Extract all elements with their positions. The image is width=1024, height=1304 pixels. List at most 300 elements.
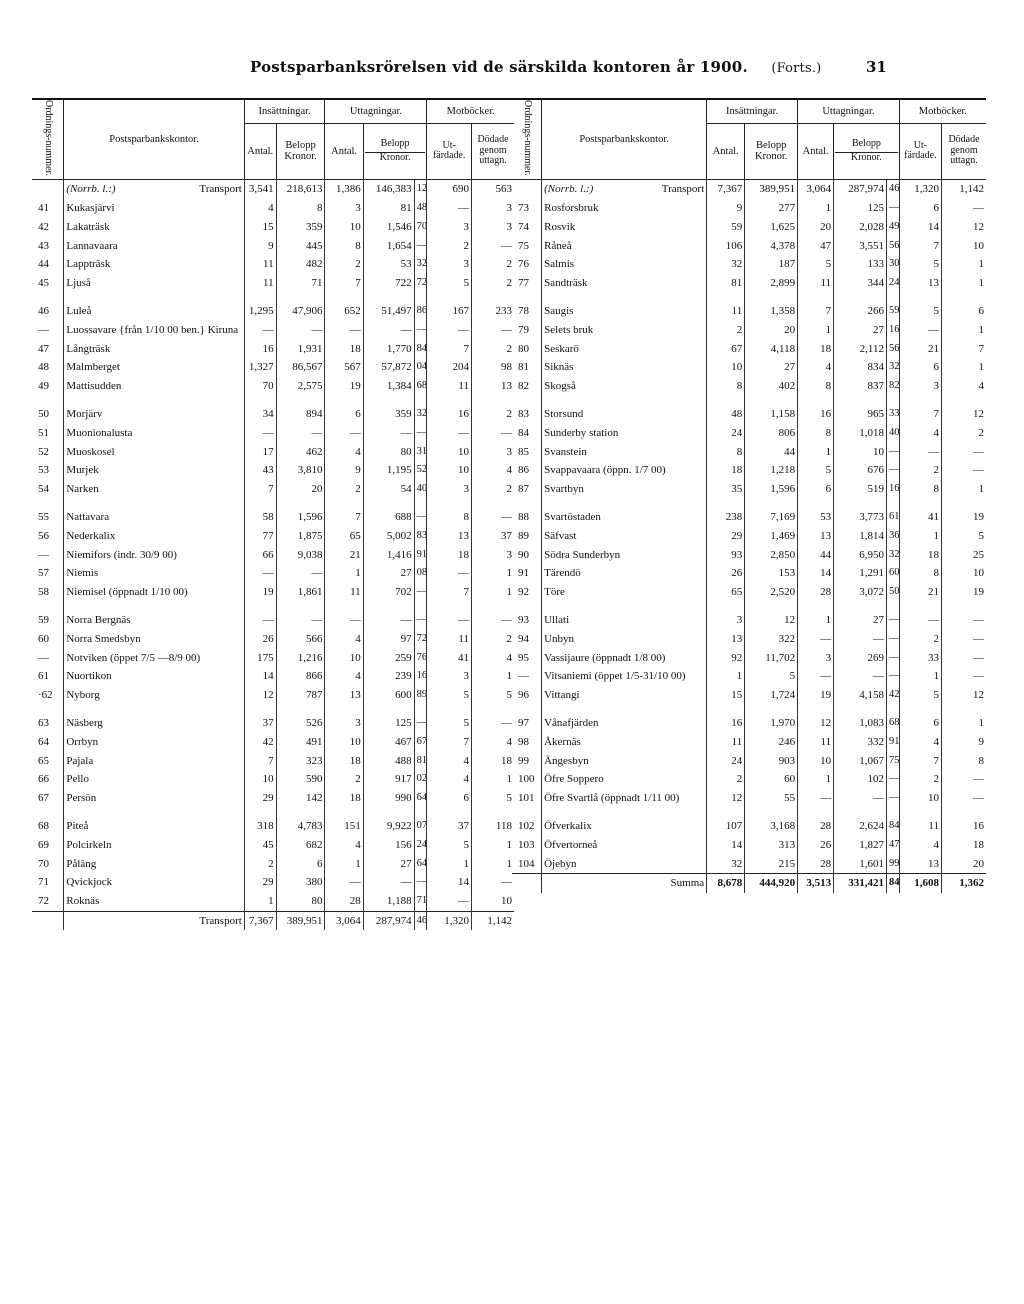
withdrawals-kronor: 1,291 — [834, 564, 887, 583]
table-row — [32, 583, 514, 602]
books-cancelled: 4 — [471, 732, 514, 751]
row-number: 88 — [518, 510, 529, 523]
office-name-text: Vittangi — [544, 689, 580, 702]
withdrawals-count: 1 — [798, 320, 834, 339]
group-spacer — [512, 602, 986, 611]
withdrawals-kronor: 3,551 — [834, 236, 887, 255]
withdrawals-count: 1 — [798, 199, 834, 218]
office-name — [64, 564, 244, 583]
withdrawals-ore: 67 — [414, 732, 427, 751]
books-issued: 14 — [899, 217, 941, 236]
table-row — [32, 648, 514, 667]
withdrawals-kronor: 2,624 — [834, 817, 887, 836]
row-number: 65 — [38, 754, 49, 767]
withdrawals-kronor: 54 — [363, 480, 414, 499]
table-row — [512, 611, 986, 630]
withdrawals-count: 3,064 — [798, 179, 834, 198]
page-number: 31 — [866, 58, 887, 76]
withdrawals-count: 1 — [325, 854, 363, 873]
books-issued: 7 — [899, 751, 941, 770]
withdrawals-count: 18 — [325, 751, 363, 770]
withdrawals-ore: 04 — [414, 358, 427, 377]
office-name-text: Salmis — [544, 258, 575, 271]
withdrawals-kronor: 331,421 — [834, 873, 887, 892]
withdrawals-count: 26 — [798, 835, 834, 854]
belopp-kronor-header: Belopp Kronor. — [276, 123, 325, 179]
group-spacer — [32, 499, 514, 508]
deposits-amount: 55 — [745, 789, 798, 808]
books-cancelled: — — [942, 199, 986, 218]
office-name-text: Polcirkeln — [66, 838, 112, 851]
office-name-text: Svappavaara (öppn. 1/7 00) — [544, 464, 666, 477]
office-name — [542, 854, 707, 873]
group-spacer — [32, 293, 514, 302]
office-name — [542, 320, 707, 339]
withdrawals-kronor: 917 — [363, 770, 414, 789]
books-cancelled: 4 — [471, 648, 514, 667]
table-row — [512, 629, 986, 648]
office-name — [542, 480, 707, 499]
withdrawals-count: 151 — [325, 817, 363, 836]
withdrawals-count: 8 — [798, 377, 834, 396]
deposits-amount: 389,951 — [745, 179, 798, 198]
books-issued: 4 — [899, 835, 941, 854]
books-cancelled: 20 — [942, 854, 986, 873]
withdrawals-count: 18 — [798, 339, 834, 358]
books-issued: 4 — [427, 751, 472, 770]
office-name — [64, 629, 244, 648]
books-cancelled: 98 — [471, 358, 514, 377]
withdrawals-ore: 32 — [414, 405, 427, 424]
office-name-text: Öfverkalix — [544, 819, 592, 832]
row-number: 52 — [38, 445, 49, 458]
table-row — [512, 217, 986, 236]
table-row — [512, 405, 986, 424]
office-name-text: Murjek — [66, 464, 99, 477]
row-number: 102 — [518, 819, 535, 832]
withdrawals-ore: — — [414, 714, 427, 733]
books-issued: 7 — [427, 583, 472, 602]
deposits-amount: 218,613 — [276, 179, 325, 198]
office-name-text: Sunderby station — [544, 426, 619, 439]
row-number: 56 — [38, 529, 49, 542]
withdrawals-count: 8 — [325, 236, 363, 255]
office-name — [64, 199, 244, 218]
row-number: 89 — [518, 529, 529, 542]
books-cancelled: 5 — [942, 526, 986, 545]
table-row — [32, 508, 514, 527]
books-issued: 1 — [427, 854, 472, 873]
withdrawals-ore: 59 — [886, 302, 899, 321]
books-cancelled: — — [471, 873, 514, 892]
books-issued: 1,320 — [427, 911, 472, 930]
withdrawals-count: 44 — [798, 545, 834, 564]
withdrawals-ore: 33 — [886, 405, 899, 424]
withdrawals-count: 11 — [798, 274, 834, 293]
withdrawals-ore: — — [886, 648, 899, 667]
withdrawals-kronor: 1,067 — [834, 751, 887, 770]
books-cancelled: 6 — [942, 302, 986, 321]
withdrawals-count: 47 — [798, 236, 834, 255]
deposits-amount: 5 — [745, 667, 798, 686]
deposits-count: 26 — [244, 629, 276, 648]
deposits-amount: 7,169 — [745, 508, 798, 527]
withdrawals-kronor: 2,028 — [834, 217, 887, 236]
deposits-amount: 323 — [276, 751, 325, 770]
deposits-count: 29 — [707, 526, 745, 545]
withdrawals-kronor: 1,188 — [363, 892, 414, 911]
withdrawals-ore: 84 — [886, 873, 899, 892]
books-issued: — — [899, 611, 941, 630]
table-row — [32, 320, 514, 339]
office-name — [542, 564, 707, 583]
deposits-count: 2 — [707, 320, 745, 339]
withdrawals-kronor: 1,601 — [834, 854, 887, 873]
books-issued: 10 — [899, 789, 941, 808]
withdrawals-kronor: 27 — [363, 564, 414, 583]
office-name-text: Selets bruk — [544, 323, 594, 336]
books-issued: 5 — [899, 302, 941, 321]
deposits-amount: 3,168 — [745, 817, 798, 836]
withdrawals-count: 6 — [325, 405, 363, 424]
office-name — [64, 751, 244, 770]
office-name-text: Nuortikon — [66, 670, 112, 683]
deposits-count: 10 — [707, 358, 745, 377]
books-cancelled: — — [942, 789, 986, 808]
deposits-count: 9 — [244, 236, 276, 255]
deposits-count: 92 — [707, 648, 745, 667]
table-row — [32, 611, 514, 630]
withdrawals-ore: 76 — [414, 648, 427, 667]
deposits-amount: 1,358 — [745, 302, 798, 321]
office-name-text: Tärendö — [544, 567, 581, 580]
deposits-amount: 1,596 — [745, 480, 798, 499]
office-name-text: Säfvast — [544, 529, 577, 542]
books-issued: 3 — [427, 255, 472, 274]
books-issued: 204 — [427, 358, 472, 377]
books-cancelled: 37 — [471, 526, 514, 545]
deposits-count: 12 — [707, 789, 745, 808]
table-row — [512, 751, 986, 770]
table-row — [32, 770, 514, 789]
table-row — [512, 770, 986, 789]
withdrawals-count: 4 — [798, 358, 834, 377]
books-cancelled: 1,142 — [471, 911, 514, 930]
deposits-amount: 2,899 — [745, 274, 798, 293]
office-name — [64, 892, 244, 911]
books-cancelled: 1,362 — [942, 873, 986, 892]
books-cancelled: 10 — [942, 236, 986, 255]
withdrawals-kronor: 81 — [363, 199, 414, 218]
deposits-count: 8 — [707, 442, 745, 461]
office-name — [542, 302, 707, 321]
books-cancelled: 12 — [942, 217, 986, 236]
books-issued: 7 — [899, 405, 941, 424]
withdrawals-kronor: 1,384 — [363, 377, 414, 396]
table-row — [32, 817, 514, 836]
books-issued: 5 — [899, 686, 941, 705]
deposits-count: 3,541 — [244, 179, 276, 198]
table-row — [32, 461, 514, 480]
deposits-count: 15 — [707, 686, 745, 705]
office-name — [64, 358, 244, 377]
office-name-text: Luleå — [66, 305, 92, 318]
withdrawals-count: 1 — [798, 611, 834, 630]
deposits-amount: 1,875 — [276, 526, 325, 545]
withdrawals-ore: — — [414, 236, 427, 255]
deposits-amount: 27 — [745, 358, 798, 377]
books-issued: 37 — [427, 817, 472, 836]
table-row — [512, 199, 986, 218]
withdrawals-ore: 82 — [886, 377, 899, 396]
books-cancelled: 3 — [471, 545, 514, 564]
motbocker-header: Motböcker. — [899, 99, 986, 123]
row-number: 84 — [518, 426, 529, 439]
withdrawals-ore: 84 — [886, 817, 899, 836]
table-row — [32, 302, 514, 321]
row-number: 99 — [518, 754, 529, 767]
books-cancelled: — — [471, 508, 514, 527]
withdrawals-ore: 50 — [886, 583, 899, 602]
withdrawals-count: 20 — [798, 217, 834, 236]
office-name-text: Orrbyn — [66, 735, 99, 748]
books-cancelled: 12 — [942, 405, 986, 424]
books-cancelled: 1 — [942, 358, 986, 377]
deposits-count: 70 — [244, 377, 276, 396]
deposits-amount: 12 — [745, 611, 798, 630]
belopp-header: Belopp Kronor. — [834, 123, 900, 179]
uttagningar-header: Uttagningar. — [325, 99, 427, 123]
deposits-count: 1 — [707, 667, 745, 686]
deposits-count: 7 — [244, 480, 276, 499]
deposits-count: 9 — [707, 199, 745, 218]
books-cancelled: 7 — [942, 339, 986, 358]
row-number: 80 — [518, 342, 529, 355]
books-cancelled: 25 — [942, 545, 986, 564]
office-name — [64, 911, 244, 930]
left-table-section — [32, 98, 514, 930]
office-name-text: Ängesbyn — [544, 754, 589, 767]
table-row — [32, 686, 514, 705]
withdrawals-ore: — — [886, 667, 899, 686]
withdrawals-ore: 72 — [414, 274, 427, 293]
office-name — [64, 770, 244, 789]
office-name-text: Påläng — [66, 857, 97, 870]
row-label: Summa — [670, 877, 705, 890]
deposits-count: 59 — [707, 217, 745, 236]
office-name-text: Unbyn — [544, 632, 575, 645]
withdrawals-ore: 68 — [886, 714, 899, 733]
utfardade-header: Ut-färdade. — [899, 123, 941, 179]
table-row — [512, 583, 986, 602]
withdrawals-count: 652 — [325, 302, 363, 321]
withdrawals-count: 65 — [325, 526, 363, 545]
withdrawals-kronor: 80 — [363, 442, 414, 461]
table-row — [512, 526, 986, 545]
office-name-text: (Norrb. l.:) — [544, 183, 594, 196]
books-issued: 7 — [427, 732, 472, 751]
table-row — [512, 686, 986, 705]
office-name-text: Skogså — [544, 380, 576, 393]
withdrawals-kronor: 1,416 — [363, 545, 414, 564]
books-issued: 10 — [427, 461, 472, 480]
motbocker-header: Motböcker. — [427, 99, 514, 123]
books-cancelled: — — [471, 714, 514, 733]
table-row — [32, 405, 514, 424]
withdrawals-count: 1,386 — [325, 179, 363, 198]
withdrawals-count: 4 — [325, 667, 363, 686]
books-cancelled: — — [942, 770, 986, 789]
row-number: 91 — [518, 567, 529, 580]
office-name — [542, 751, 707, 770]
office-name — [542, 686, 707, 705]
deposits-count: 11 — [244, 255, 276, 274]
withdrawals-ore: 08 — [414, 564, 427, 583]
forts-label: (Forts.) — [771, 61, 822, 76]
books-issued: 4 — [427, 770, 472, 789]
withdrawals-ore: 07 — [414, 817, 427, 836]
books-cancelled: 1,142 — [942, 179, 986, 198]
deposits-count: 318 — [244, 817, 276, 836]
withdrawals-ore: 83 — [414, 526, 427, 545]
deposits-amount: 20 — [276, 480, 325, 499]
total-row — [512, 873, 986, 892]
withdrawals-kronor: 27 — [834, 320, 887, 339]
withdrawals-count: 21 — [325, 545, 363, 564]
deposits-count: 19 — [244, 583, 276, 602]
office-name — [64, 274, 244, 293]
withdrawals-ore: 86 — [414, 302, 427, 321]
office-name-text: Roknäs — [66, 895, 100, 908]
deposits-count: 77 — [244, 526, 276, 545]
withdrawals-count: 10 — [325, 732, 363, 751]
books-issued: 33 — [899, 648, 941, 667]
withdrawals-kronor: 3,072 — [834, 583, 887, 602]
withdrawals-count: 18 — [325, 789, 363, 808]
withdrawals-ore: 64 — [414, 789, 427, 808]
office-name — [542, 339, 707, 358]
withdrawals-count: 11 — [325, 583, 363, 602]
deposits-count: 24 — [707, 751, 745, 770]
books-cancelled: 1 — [471, 854, 514, 873]
office-name — [542, 770, 707, 789]
row-number: 60 — [38, 632, 49, 645]
row-number: 64 — [38, 735, 49, 748]
deposits-count: 67 — [707, 339, 745, 358]
books-cancelled: 5 — [471, 789, 514, 808]
withdrawals-kronor: 53 — [363, 255, 414, 274]
table-row — [32, 751, 514, 770]
deposits-count: 13 — [707, 629, 745, 648]
row-number: 61 — [38, 670, 49, 683]
page-title — [250, 58, 821, 76]
row-number: 85 — [518, 445, 529, 458]
deposits-amount: 322 — [745, 629, 798, 648]
books-issued: — — [427, 564, 472, 583]
books-issued: 4 — [899, 423, 941, 442]
withdrawals-ore: 46 — [886, 179, 899, 198]
books-issued: — — [427, 423, 472, 442]
books-cancelled: 1 — [471, 835, 514, 854]
withdrawals-ore: — — [414, 611, 427, 630]
books-issued: 2 — [427, 236, 472, 255]
withdrawals-count: 9 — [325, 461, 363, 480]
table-row — [512, 236, 986, 255]
withdrawals-ore: — — [886, 199, 899, 218]
books-cancelled: 1 — [471, 770, 514, 789]
group-spacer — [512, 705, 986, 714]
books-cancelled: 5 — [471, 686, 514, 705]
withdrawals-kronor: 702 — [363, 583, 414, 602]
withdrawals-kronor: 287,974 — [363, 911, 414, 930]
deposits-amount: 8 — [276, 199, 325, 218]
table-row — [512, 423, 986, 442]
books-issued: 13 — [899, 274, 941, 293]
deposits-count: — — [244, 611, 276, 630]
office-name — [64, 789, 244, 808]
withdrawals-kronor: 688 — [363, 508, 414, 527]
withdrawals-ore: 32 — [886, 545, 899, 564]
books-cancelled: 18 — [471, 751, 514, 770]
books-issued: 5 — [899, 255, 941, 274]
deposits-amount: 20 — [745, 320, 798, 339]
books-issued: 5 — [427, 835, 472, 854]
withdrawals-kronor: 834 — [834, 358, 887, 377]
table-row — [512, 377, 986, 396]
row-number: 59 — [38, 613, 49, 626]
office-name — [64, 236, 244, 255]
books-issued: 8 — [899, 480, 941, 499]
row-number: 78 — [518, 305, 529, 318]
withdrawals-count: 1 — [798, 770, 834, 789]
office-name — [64, 217, 244, 236]
deposits-amount: 86,567 — [276, 358, 325, 377]
withdrawals-kronor: 344 — [834, 274, 887, 293]
withdrawals-count: 1 — [798, 442, 834, 461]
deposits-amount: 2,575 — [276, 377, 325, 396]
books-cancelled: — — [942, 461, 986, 480]
withdrawals-ore: 71 — [414, 892, 427, 911]
books-issued: 1,608 — [899, 873, 941, 892]
table-row — [32, 789, 514, 808]
deposits-count: 14 — [244, 667, 276, 686]
withdrawals-count: 3,064 — [325, 911, 363, 930]
row-number — [512, 179, 542, 198]
deposits-count: 14 — [707, 835, 745, 854]
books-issued: 5 — [427, 274, 472, 293]
books-issued: 8 — [427, 508, 472, 527]
right-table — [512, 98, 986, 893]
office-name-text: Muonionalusta — [66, 426, 133, 439]
deposits-amount: 1,469 — [745, 526, 798, 545]
total-row — [32, 911, 514, 930]
withdrawals-kronor: 266 — [834, 302, 887, 321]
books-cancelled: — — [942, 667, 986, 686]
withdrawals-kronor: 488 — [363, 751, 414, 770]
office-name-text: Nyborg — [66, 689, 100, 702]
books-issued: 7 — [427, 339, 472, 358]
group-spacer — [512, 293, 986, 302]
withdrawals-ore: 56 — [886, 236, 899, 255]
office-name-text: Lakaträsk — [66, 220, 110, 233]
deposits-amount: 44 — [745, 442, 798, 461]
withdrawals-ore: 52 — [414, 461, 427, 480]
withdrawals-kronor: 125 — [363, 714, 414, 733]
withdrawals-kronor: 97 — [363, 629, 414, 648]
withdrawals-kronor: 1,018 — [834, 423, 887, 442]
withdrawals-ore: 75 — [886, 751, 899, 770]
table-row — [32, 545, 514, 564]
